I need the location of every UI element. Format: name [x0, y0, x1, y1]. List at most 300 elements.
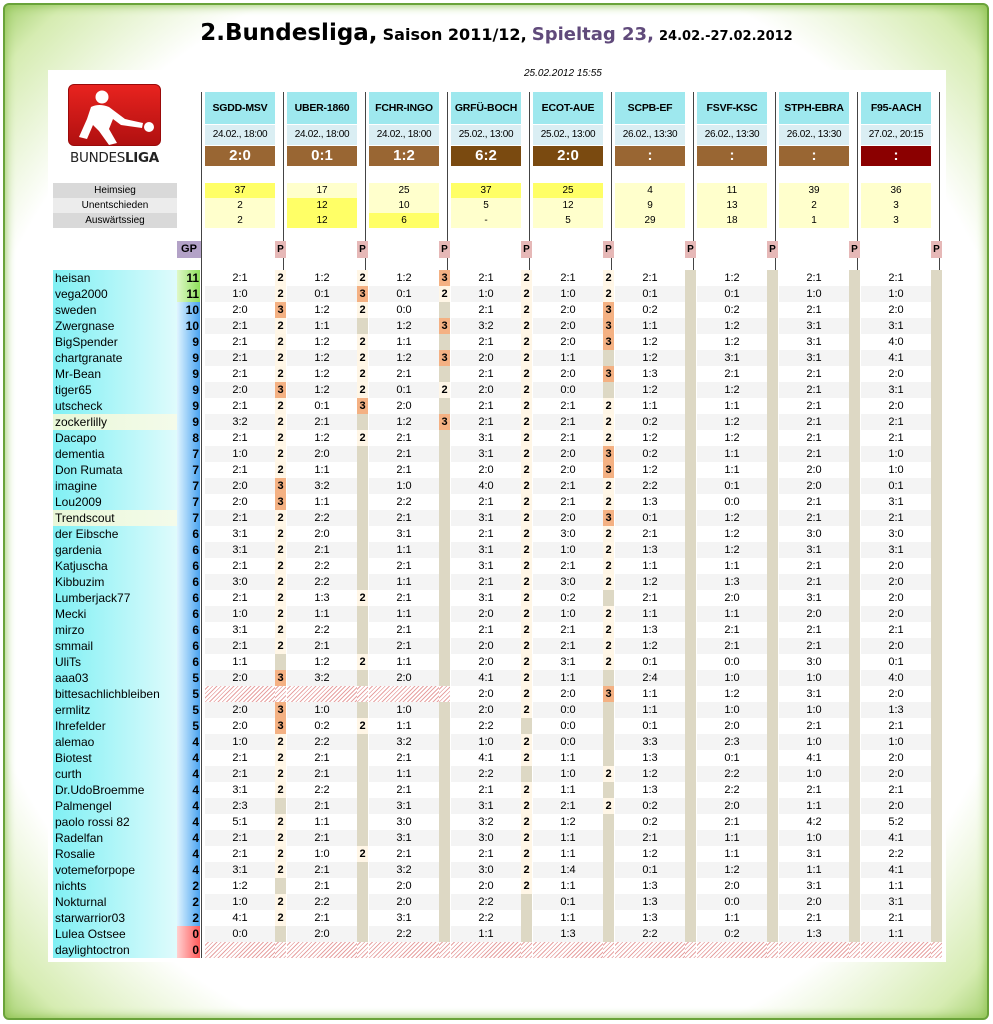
tip-cell: 2:2: [287, 510, 357, 526]
player-row[interactable]: [53, 446, 200, 462]
points-cell: [849, 318, 860, 334]
points-cell: [439, 574, 450, 590]
points-cell: [931, 478, 942, 494]
points-cell: 2: [521, 606, 532, 622]
tip-cell: 3:1: [779, 318, 849, 334]
match-code: UBER-1860: [287, 92, 357, 124]
player-row[interactable]: [53, 574, 200, 590]
tip-cell: 2:0: [369, 878, 439, 894]
points-cell: [685, 622, 696, 638]
player-row[interactable]: [53, 414, 200, 430]
tip-cell: 1:2: [369, 350, 439, 366]
tip-cell: 1:1: [287, 494, 357, 510]
points-cell: 2: [521, 350, 532, 366]
points-cell: [849, 750, 860, 766]
player-name: Dacapo: [53, 430, 177, 446]
points-cell: [767, 798, 778, 814]
points-cell: [439, 462, 450, 478]
player-row[interactable]: [53, 766, 200, 782]
tip-cell: 1:3: [615, 622, 685, 638]
points-cell: 2: [521, 398, 532, 414]
tip-cell: 1:2: [287, 302, 357, 318]
points-cell: [275, 654, 286, 670]
tip-cell: 0:1: [861, 654, 931, 670]
tip-cell: 3:2: [287, 670, 357, 686]
player-gp: 2: [177, 910, 200, 926]
match-stat: 37: [205, 183, 275, 198]
points-cell: [931, 878, 942, 894]
points-cell: [685, 766, 696, 782]
player-row[interactable]: [53, 542, 200, 558]
player-row[interactable]: [53, 718, 200, 734]
tip-cell: 2:1: [205, 830, 275, 846]
tip-cell: 2:1: [615, 830, 685, 846]
player-gp: 6: [177, 638, 200, 654]
tip-cell: 3:2: [451, 814, 521, 830]
points-cell: [767, 622, 778, 638]
match-stat: 3: [861, 198, 931, 213]
player-row[interactable]: [53, 286, 200, 302]
match-stat: 5: [533, 213, 603, 228]
player-name: imagine: [53, 478, 177, 494]
player-row[interactable]: [53, 510, 200, 526]
tip-cell: 1:1: [533, 830, 603, 846]
points-cell: [849, 830, 860, 846]
points-cell: [931, 894, 942, 910]
player-gp: 9: [177, 334, 200, 350]
points-cell: [685, 478, 696, 494]
points-cell: [767, 702, 778, 718]
tip-cell: 1:2: [615, 430, 685, 446]
player-gp: 11: [177, 286, 200, 302]
points-cell: 3: [275, 382, 286, 398]
points-cell: [849, 686, 860, 702]
points-cell: [849, 302, 860, 318]
tip-cell: 2:1: [369, 782, 439, 798]
player-row[interactable]: [53, 270, 200, 286]
player-row[interactable]: [53, 318, 200, 334]
player-name: Nokturnal: [53, 894, 177, 910]
tip-cell: 2:1: [287, 542, 357, 558]
points-cell: [357, 750, 368, 766]
player-row[interactable]: [53, 558, 200, 574]
player-gp: 4: [177, 734, 200, 750]
player-row[interactable]: [53, 846, 200, 862]
points-cell: 2: [603, 766, 614, 782]
tip-cell: 1:2: [697, 414, 767, 430]
tip-cell: 1:0: [779, 286, 849, 302]
points-cell: [931, 558, 942, 574]
tip-cell: 1:1: [205, 654, 275, 670]
player-row[interactable]: [53, 478, 200, 494]
points-column-header: P: [357, 241, 368, 258]
tip-cell: 2:1: [533, 558, 603, 574]
points-cell: [767, 926, 778, 942]
player-row[interactable]: [53, 686, 200, 702]
player-row[interactable]: [53, 862, 200, 878]
tip-cell: 2:1: [205, 462, 275, 478]
points-cell: 2: [357, 366, 368, 382]
tip-cell: 1:1: [533, 878, 603, 894]
tip-cell: 3:0: [451, 830, 521, 846]
match-stat: 25: [369, 183, 439, 198]
match-score: :: [861, 146, 931, 166]
player-row[interactable]: [53, 350, 200, 366]
tip-cell: 2:2: [369, 926, 439, 942]
points-cell: [521, 910, 532, 926]
points-cell: 2: [357, 350, 368, 366]
points-cell: 3: [439, 318, 450, 334]
points-cell: [603, 782, 614, 798]
title-matchday: Spieltag 23,: [531, 24, 654, 45]
tip-cell: 0:0: [697, 494, 767, 510]
tip-cell: 4:1: [861, 830, 931, 846]
tip-cell: 2:2: [287, 558, 357, 574]
tip-cell: 3:1: [861, 542, 931, 558]
points-cell: [849, 942, 860, 958]
tip-cell: 1:3: [779, 926, 849, 942]
match-code: ECOT-AUE: [533, 92, 603, 124]
points-cell: [357, 798, 368, 814]
tip-cell: 1:2: [615, 766, 685, 782]
points-cell: [357, 782, 368, 798]
points-column-header: P: [521, 241, 532, 258]
player-row[interactable]: [53, 942, 200, 958]
tip-cell: 1:3: [697, 574, 767, 590]
points-cell: 2: [603, 478, 614, 494]
player-row[interactable]: [53, 878, 200, 894]
tip-cell: 1:0: [779, 734, 849, 750]
tip-cell: 2:0: [451, 654, 521, 670]
tip-cell: 2:2: [451, 718, 521, 734]
tip-cell: 1:1: [697, 446, 767, 462]
tip-cell: 2:0: [861, 686, 931, 702]
tip-cell: 3:1: [779, 350, 849, 366]
points-cell: [685, 590, 696, 606]
match-stat: 6: [369, 213, 439, 228]
player-name: aaa03: [53, 670, 177, 686]
player-row[interactable]: [53, 830, 200, 846]
points-cell: 2: [521, 334, 532, 350]
player-gp: 2: [177, 878, 200, 894]
tip-cell: 2:1: [369, 846, 439, 862]
points-cell: [603, 846, 614, 862]
points-cell: [357, 526, 368, 542]
tip-cell: 1:1: [861, 926, 931, 942]
points-cell: [767, 750, 778, 766]
points-cell: [685, 878, 696, 894]
tip-cell: 2:0: [533, 462, 603, 478]
tip-cell: 3:0: [369, 814, 439, 830]
tip-cell: 2:0: [697, 878, 767, 894]
player-gp: 7: [177, 510, 200, 526]
points-cell: 2: [521, 782, 532, 798]
player-gp: 6: [177, 558, 200, 574]
tip-cell: 1:1: [697, 462, 767, 478]
points-cell: [685, 798, 696, 814]
player-gp: 7: [177, 462, 200, 478]
player-row[interactable]: [53, 398, 200, 414]
player-name: starwarrior03: [53, 910, 177, 926]
player-row[interactable]: [53, 606, 200, 622]
tip-cell: 1:2: [287, 430, 357, 446]
points-cell: [439, 606, 450, 622]
player-name: Kibbuzim: [53, 574, 177, 590]
player-row[interactable]: [53, 494, 200, 510]
player-row[interactable]: [53, 366, 200, 382]
player-row[interactable]: [53, 638, 200, 654]
tip-cell: [287, 686, 357, 702]
player-row[interactable]: [53, 622, 200, 638]
points-cell: 2: [603, 414, 614, 430]
points-cell: [849, 926, 860, 942]
points-cell: [603, 734, 614, 750]
tip-cell: 2:0: [533, 318, 603, 334]
tip-cell: 2:0: [287, 926, 357, 942]
points-cell: 2: [275, 734, 286, 750]
tip-cell: 2:2: [287, 734, 357, 750]
match-stat: 4: [615, 183, 685, 198]
points-cell: [767, 638, 778, 654]
points-cell: 2: [275, 526, 286, 542]
points-cell: [685, 494, 696, 510]
tip-cell: 2:1: [779, 510, 849, 526]
tip-cell: 2:1: [779, 494, 849, 510]
tip-cell: 1:1: [615, 318, 685, 334]
points-cell: 2: [357, 270, 368, 286]
tip-cell: 0:1: [369, 286, 439, 302]
points-cell: [767, 558, 778, 574]
player-row[interactable]: [53, 782, 200, 798]
tip-cell: 2:1: [697, 366, 767, 382]
tip-cell: 2:2: [287, 782, 357, 798]
tip-cell: 1:1: [369, 718, 439, 734]
tip-cell: 2:1: [779, 430, 849, 446]
points-cell: 3: [439, 350, 450, 366]
points-cell: [849, 910, 860, 926]
tip-cell: 2:1: [451, 782, 521, 798]
tip-cell: 2:1: [205, 350, 275, 366]
tip-cell: 2:1: [451, 574, 521, 590]
tip-cell: 2:1: [205, 638, 275, 654]
match-stat: 1: [779, 213, 849, 228]
match-stat: 9: [615, 198, 685, 213]
points-cell: [685, 702, 696, 718]
tip-cell: 1:2: [697, 542, 767, 558]
player-row[interactable]: [53, 430, 200, 446]
tip-cell: 0:2: [615, 302, 685, 318]
tip-cell: 1:2: [697, 318, 767, 334]
points-cell: [931, 750, 942, 766]
tip-cell: 2:1: [779, 638, 849, 654]
points-cell: 2: [275, 846, 286, 862]
tip-cell: 3:1: [205, 862, 275, 878]
player-name: UliTs: [53, 654, 177, 670]
player-row[interactable]: [53, 590, 200, 606]
points-cell: 2: [275, 814, 286, 830]
match-score: 6:2: [451, 146, 521, 166]
points-cell: [521, 766, 532, 782]
points-cell: [685, 734, 696, 750]
tip-cell: [451, 942, 521, 958]
tip-cell: 1:1: [615, 702, 685, 718]
tip-cell: 4:1: [451, 670, 521, 686]
points-cell: [357, 702, 368, 718]
tip-cell: 1:0: [205, 446, 275, 462]
points-cell: 2: [521, 286, 532, 302]
tip-cell: 0:2: [697, 302, 767, 318]
points-cell: [849, 734, 860, 750]
player-row[interactable]: [53, 526, 200, 542]
tip-cell: 2:1: [287, 750, 357, 766]
points-cell: [521, 894, 532, 910]
points-cell: 2: [275, 766, 286, 782]
tip-cell: 2:1: [369, 430, 439, 446]
tip-cell: 2:1: [861, 782, 931, 798]
tip-cell: 3:0: [533, 526, 603, 542]
player-gp: 0: [177, 942, 200, 958]
points-cell: [439, 446, 450, 462]
tip-cell: 1:0: [205, 286, 275, 302]
points-cell: 2: [275, 398, 286, 414]
points-cell: [931, 382, 942, 398]
match-code: STPH-EBRA: [779, 92, 849, 124]
points-cell: [849, 878, 860, 894]
points-cell: [931, 446, 942, 462]
points-cell: [767, 366, 778, 382]
tip-cell: 2:0: [205, 382, 275, 398]
points-cell: [603, 814, 614, 830]
points-cell: 2: [357, 302, 368, 318]
tip-cell: 3:3: [615, 734, 685, 750]
player-name: Biotest: [53, 750, 177, 766]
player-row[interactable]: [53, 798, 200, 814]
player-row[interactable]: [53, 734, 200, 750]
tip-cell: 3:1: [369, 526, 439, 542]
tip-cell: 0:0: [697, 654, 767, 670]
points-cell: [603, 926, 614, 942]
player-row[interactable]: [53, 702, 200, 718]
tip-cell: 2:0: [861, 590, 931, 606]
tip-cell: 3:1: [861, 382, 931, 398]
points-cell: 2: [357, 334, 368, 350]
tip-cell: 2:1: [533, 430, 603, 446]
points-cell: 2: [521, 590, 532, 606]
player-row[interactable]: [53, 654, 200, 670]
tip-cell: 3:0: [779, 526, 849, 542]
points-cell: [931, 798, 942, 814]
tip-cell: 2:2: [615, 926, 685, 942]
tip-cell: 2:1: [615, 270, 685, 286]
player-row[interactable]: [53, 894, 200, 910]
tip-cell: 2:0: [861, 750, 931, 766]
tip-cell: 2:0: [205, 302, 275, 318]
points-cell: 2: [357, 718, 368, 734]
tip-cell: 1:2: [697, 510, 767, 526]
points-column-header: P: [849, 241, 860, 258]
points-cell: [357, 830, 368, 846]
points-cell: 2: [603, 606, 614, 622]
points-cell: [849, 782, 860, 798]
player-row[interactable]: [53, 334, 200, 350]
tip-cell: 2:1: [369, 446, 439, 462]
points-cell: [931, 494, 942, 510]
tip-cell: 1:1: [615, 686, 685, 702]
tip-cell: 2:2: [287, 894, 357, 910]
points-cell: [849, 366, 860, 382]
tip-cell: 3:0: [779, 654, 849, 670]
points-cell: [603, 878, 614, 894]
tip-cell: 1:2: [697, 862, 767, 878]
tip-cell: 3:1: [779, 686, 849, 702]
points-cell: 2: [603, 622, 614, 638]
points-cell: [603, 830, 614, 846]
player-gp: 0: [177, 926, 200, 942]
player-row[interactable]: [53, 462, 200, 478]
tip-cell: 1:0: [205, 606, 275, 622]
points-cell: [275, 686, 286, 702]
tip-cell: 1:3: [615, 878, 685, 894]
tip-cell: 2:1: [451, 398, 521, 414]
tip-cell: 3:1: [779, 542, 849, 558]
points-cell: [439, 638, 450, 654]
player-row[interactable]: [53, 382, 200, 398]
tip-cell: 2:1: [369, 462, 439, 478]
player-row[interactable]: [53, 670, 200, 686]
match-stat: 39: [779, 183, 849, 198]
points-cell: 2: [275, 558, 286, 574]
match-code: FSVF-KSC: [697, 92, 767, 124]
points-cell: 3: [275, 670, 286, 686]
player-row[interactable]: [53, 926, 200, 942]
match-date: 27.02., 20:15: [861, 125, 931, 145]
tip-cell: [369, 686, 439, 702]
player-name: Lou2009: [53, 494, 177, 510]
match-code: FCHR-INGO: [369, 92, 439, 124]
player-name: Zwergnase: [53, 318, 177, 334]
tip-cell: 2:0: [861, 398, 931, 414]
tip-cell: 2:1: [205, 558, 275, 574]
player-gp: 10: [177, 302, 200, 318]
points-cell: [357, 686, 368, 702]
points-cell: [931, 462, 942, 478]
title-dates: 24.02.-27.02.2012: [659, 29, 793, 44]
points-column-header: P: [275, 241, 286, 258]
tip-cell: 2:1: [697, 638, 767, 654]
tip-cell: 1:3: [861, 702, 931, 718]
tip-cell: 2:1: [205, 366, 275, 382]
tip-cell: 1:1: [861, 878, 931, 894]
points-cell: [439, 878, 450, 894]
tip-cell: 2:0: [861, 798, 931, 814]
stat-label-home-win: Heimsieg: [53, 183, 177, 198]
points-cell: [357, 622, 368, 638]
points-cell: [849, 574, 860, 590]
tip-cell: 2:0: [451, 382, 521, 398]
points-cell: [685, 526, 696, 542]
player-row[interactable]: [53, 750, 200, 766]
player-row[interactable]: [53, 910, 200, 926]
points-cell: [275, 878, 286, 894]
tip-cell: 2:1: [861, 414, 931, 430]
points-cell: [767, 286, 778, 302]
player-row[interactable]: [53, 302, 200, 318]
bundesliga-logo: [66, 84, 163, 172]
tip-cell: 3:1: [697, 350, 767, 366]
tip-cell: 3:0: [861, 526, 931, 542]
player-row[interactable]: [53, 814, 200, 830]
tip-cell: 2:1: [205, 750, 275, 766]
